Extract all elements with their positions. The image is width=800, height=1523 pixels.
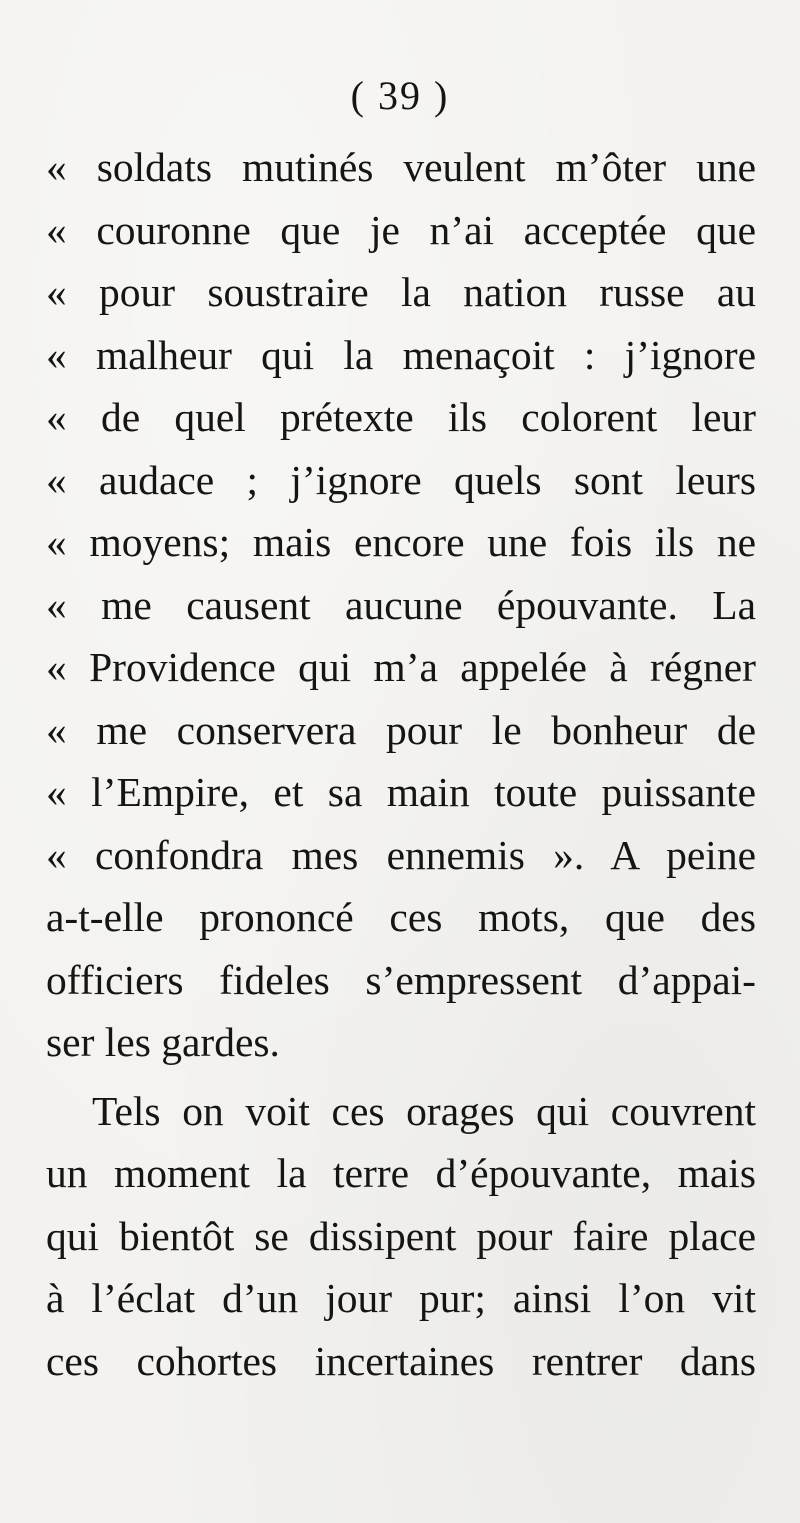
page-number: ( 39 ) [350, 73, 450, 118]
text-line: « confondra mes ennemis ». A peine [46, 831, 756, 878]
text-line: un moment la terre d’épouvante, mais [46, 1150, 756, 1196]
text-line: ces cohortes incertaines rentrer dans [46, 1337, 756, 1384]
text-line: « me conservera pour le bonheur de [46, 706, 756, 753]
text-line: « moyens; mais encore une fois ils ne [46, 519, 756, 565]
text-line: a-t-elle prononcé ces mots, que des [46, 894, 756, 940]
text-line: « audace ; j’ignore quels sont leurs [46, 456, 756, 503]
text-line: « Providence qui m’a appelée à régner [46, 644, 756, 690]
text-line: « l’Empire, et sa main toute puissante [46, 769, 756, 815]
text-line: « pour soustraire la nation russe au [46, 269, 756, 315]
text-line: « couronne que je n’ai acceptée que [46, 206, 756, 253]
paragraph [46, 136, 756, 1074]
body-text [46, 136, 756, 1392]
text-line: « de quel prétexte ils colorent leur [46, 394, 756, 440]
text-line: à l’éclat d’un jour pur; ainsi l’on vit [46, 1275, 756, 1321]
text-line: qui bientôt se dissipent pour faire place [46, 1212, 756, 1259]
text-line: officiers fideles s’empressent d’appai- [46, 956, 756, 1003]
text-line: « malheur qui la menaçoit : j’ignore [46, 331, 756, 378]
text-line: ser les gardes. [46, 1019, 280, 1065]
text-line: « me causent aucune épouvante. La [46, 581, 756, 628]
paragraph [46, 1080, 756, 1393]
text-line: « soldats mutinés veulent m’ôter une [46, 144, 756, 190]
text-line: Tels on voit ces orages qui couvrent [92, 1087, 756, 1134]
